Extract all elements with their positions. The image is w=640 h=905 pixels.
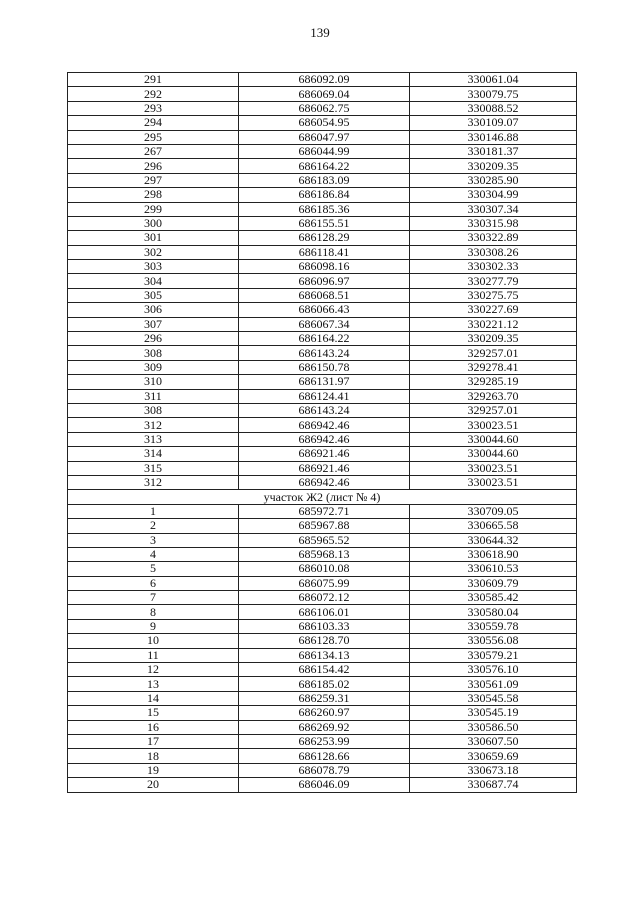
y-coordinate-cell: 330687.74 <box>410 778 577 792</box>
y-coordinate-cell: 330181.37 <box>410 144 577 158</box>
x-coordinate-cell: 686150.78 <box>239 360 410 374</box>
table-row <box>68 375 577 389</box>
y-coordinate-cell: 330277.79 <box>410 274 577 288</box>
y-coordinate-cell: 330315.98 <box>410 216 577 230</box>
y-coordinate-cell: 330610.53 <box>410 562 577 576</box>
x-coordinate-cell: 686092.09 <box>239 73 410 87</box>
point-number-cell: 308 <box>68 403 239 417</box>
point-number-cell: 298 <box>68 188 239 202</box>
point-number-cell: 18 <box>68 749 239 763</box>
point-number-cell: 19 <box>68 763 239 777</box>
x-coordinate-cell: 686096.97 <box>239 274 410 288</box>
point-number-cell: 313 <box>68 432 239 446</box>
y-coordinate-cell: 330044.60 <box>410 447 577 461</box>
table-row <box>68 288 577 302</box>
x-coordinate-cell: 686075.99 <box>239 576 410 590</box>
table-row <box>68 591 577 605</box>
point-number-cell: 11 <box>68 648 239 662</box>
section-header-body <box>68 490 577 504</box>
y-coordinate-cell: 330659.69 <box>410 749 577 763</box>
x-coordinate-cell: 686078.79 <box>239 763 410 777</box>
point-number-cell: 5 <box>68 562 239 576</box>
x-coordinate-cell: 685965.52 <box>239 533 410 547</box>
table-row <box>68 173 577 187</box>
table-row <box>68 605 577 619</box>
point-number-cell: 9 <box>68 619 239 633</box>
table-row <box>68 547 577 561</box>
x-coordinate-cell: 685967.88 <box>239 519 410 533</box>
table-row <box>68 734 577 748</box>
x-coordinate-cell: 685972.71 <box>239 504 410 518</box>
y-coordinate-cell: 330302.33 <box>410 260 577 274</box>
table-row <box>68 763 577 777</box>
table-row <box>68 533 577 547</box>
y-coordinate-cell: 330709.05 <box>410 504 577 518</box>
table-row <box>68 389 577 403</box>
x-coordinate-cell: 686128.29 <box>239 231 410 245</box>
point-number-cell: 296 <box>68 332 239 346</box>
table-row <box>68 432 577 446</box>
y-coordinate-cell: 329257.01 <box>410 346 577 360</box>
table-row <box>68 691 577 705</box>
y-coordinate-cell: 330088.52 <box>410 101 577 115</box>
point-number-cell: 307 <box>68 317 239 331</box>
y-coordinate-cell: 330561.09 <box>410 677 577 691</box>
x-coordinate-cell: 686186.84 <box>239 188 410 202</box>
x-coordinate-cell: 686183.09 <box>239 173 410 187</box>
table-row <box>68 447 577 461</box>
x-coordinate-cell: 686921.46 <box>239 461 410 475</box>
table-row <box>68 778 577 792</box>
point-number-cell: 299 <box>68 202 239 216</box>
x-coordinate-cell: 686067.34 <box>239 317 410 331</box>
x-coordinate-cell: 686143.24 <box>239 403 410 417</box>
y-coordinate-cell: 330227.69 <box>410 303 577 317</box>
x-coordinate-cell: 686054.95 <box>239 116 410 130</box>
x-coordinate-cell: 686062.75 <box>239 101 410 115</box>
x-coordinate-cell: 686942.46 <box>239 432 410 446</box>
table-row <box>68 418 577 432</box>
x-coordinate-cell: 686154.42 <box>239 663 410 677</box>
point-number-cell: 292 <box>68 87 239 101</box>
point-number-cell: 13 <box>68 677 239 691</box>
x-coordinate-cell: 686044.99 <box>239 144 410 158</box>
point-number-cell: 302 <box>68 245 239 259</box>
table-row <box>68 317 577 331</box>
y-coordinate-cell: 330322.89 <box>410 231 577 245</box>
x-coordinate-cell: 686269.92 <box>239 720 410 734</box>
table-row <box>68 346 577 360</box>
table-row <box>68 303 577 317</box>
point-number-cell: 311 <box>68 389 239 403</box>
table-row <box>68 202 577 216</box>
y-coordinate-cell: 329257.01 <box>410 403 577 417</box>
y-coordinate-cell: 330559.78 <box>410 619 577 633</box>
y-coordinate-cell: 330109.07 <box>410 116 577 130</box>
table-row <box>68 216 577 230</box>
x-coordinate-cell: 686118.41 <box>239 245 410 259</box>
point-number-cell: 310 <box>68 375 239 389</box>
table-row <box>68 677 577 691</box>
y-coordinate-cell: 330576.10 <box>410 663 577 677</box>
x-coordinate-cell: 686134.13 <box>239 648 410 662</box>
y-coordinate-cell: 330061.04 <box>410 73 577 87</box>
y-coordinate-cell: 330673.18 <box>410 763 577 777</box>
point-number-cell: 308 <box>68 346 239 360</box>
table-row <box>68 648 577 662</box>
x-coordinate-cell: 686921.46 <box>239 447 410 461</box>
point-number-cell: 300 <box>68 216 239 230</box>
y-coordinate-cell: 330545.58 <box>410 691 577 705</box>
y-coordinate-cell: 329263.70 <box>410 389 577 403</box>
y-coordinate-cell: 330586.50 <box>410 720 577 734</box>
point-number-cell: 295 <box>68 130 239 144</box>
point-number-cell: 14 <box>68 691 239 705</box>
x-coordinate-cell: 686185.02 <box>239 677 410 691</box>
x-coordinate-cell: 686106.01 <box>239 605 410 619</box>
point-number-cell: 315 <box>68 461 239 475</box>
x-coordinate-cell: 686066.43 <box>239 303 410 317</box>
y-coordinate-cell: 330644.32 <box>410 533 577 547</box>
table-row <box>68 231 577 245</box>
x-coordinate-cell: 686155.51 <box>239 216 410 230</box>
table-row <box>68 260 577 274</box>
point-number-cell: 15 <box>68 706 239 720</box>
y-coordinate-cell: 329285.19 <box>410 375 577 389</box>
table-row <box>68 73 577 87</box>
y-coordinate-cell: 330044.60 <box>410 432 577 446</box>
x-coordinate-cell: 686069.04 <box>239 87 410 101</box>
table-row <box>68 562 577 576</box>
x-coordinate-cell: 686098.16 <box>239 260 410 274</box>
y-coordinate-cell: 330304.99 <box>410 188 577 202</box>
y-coordinate-cell: 330308.26 <box>410 245 577 259</box>
y-coordinate-cell: 330585.42 <box>410 591 577 605</box>
table-row <box>68 144 577 158</box>
point-number-cell: 296 <box>68 159 239 173</box>
table-row <box>68 720 577 734</box>
point-number-cell: 306 <box>68 303 239 317</box>
point-number-cell: 8 <box>68 605 239 619</box>
point-number-cell: 293 <box>68 101 239 115</box>
table-body-after <box>68 504 577 792</box>
point-number-cell: 291 <box>68 73 239 87</box>
coordinates-table <box>67 72 577 793</box>
table-body-before <box>68 73 577 490</box>
table-row <box>68 101 577 115</box>
y-coordinate-cell: 330307.34 <box>410 202 577 216</box>
point-number-cell: 12 <box>68 663 239 677</box>
y-coordinate-cell: 330545.19 <box>410 706 577 720</box>
y-coordinate-cell: 330607.50 <box>410 734 577 748</box>
point-number-cell: 7 <box>68 591 239 605</box>
table-row <box>68 332 577 346</box>
table-row <box>68 519 577 533</box>
table-row <box>68 663 577 677</box>
y-coordinate-cell: 330556.08 <box>410 634 577 648</box>
table-row <box>68 188 577 202</box>
x-coordinate-cell: 686072.12 <box>239 591 410 605</box>
y-coordinate-cell: 329278.41 <box>410 360 577 374</box>
point-number-cell: 301 <box>68 231 239 245</box>
point-number-cell: 309 <box>68 360 239 374</box>
y-coordinate-cell: 330579.21 <box>410 648 577 662</box>
table-row <box>68 504 577 518</box>
table-row <box>68 461 577 475</box>
table-row <box>68 634 577 648</box>
table-row <box>68 245 577 259</box>
x-coordinate-cell: 686046.09 <box>239 778 410 792</box>
y-coordinate-cell: 330285.90 <box>410 173 577 187</box>
y-coordinate-cell: 330023.51 <box>410 461 577 475</box>
table-row <box>68 475 577 489</box>
y-coordinate-cell: 330023.51 <box>410 475 577 489</box>
point-number-cell: 17 <box>68 734 239 748</box>
x-coordinate-cell: 686164.22 <box>239 159 410 173</box>
x-coordinate-cell: 686185.36 <box>239 202 410 216</box>
table-row <box>68 749 577 763</box>
table-row <box>68 116 577 130</box>
y-coordinate-cell: 330275.75 <box>410 288 577 302</box>
table-row <box>68 619 577 633</box>
point-number-cell: 312 <box>68 475 239 489</box>
y-coordinate-cell: 330209.35 <box>410 159 577 173</box>
table-row <box>68 130 577 144</box>
section-title: участок Ж2 (лист № 4) <box>68 490 577 504</box>
table-row <box>68 274 577 288</box>
point-number-cell: 16 <box>68 720 239 734</box>
x-coordinate-cell: 686131.97 <box>239 375 410 389</box>
point-number-cell: 314 <box>68 447 239 461</box>
table-row <box>68 706 577 720</box>
x-coordinate-cell: 686942.46 <box>239 418 410 432</box>
y-coordinate-cell: 330209.35 <box>410 332 577 346</box>
point-number-cell: 20 <box>68 778 239 792</box>
point-number-cell: 1 <box>68 504 239 518</box>
point-number-cell: 6 <box>68 576 239 590</box>
x-coordinate-cell: 686103.33 <box>239 619 410 633</box>
y-coordinate-cell: 330023.51 <box>410 418 577 432</box>
table-row <box>68 403 577 417</box>
x-coordinate-cell: 686047.97 <box>239 130 410 144</box>
x-coordinate-cell: 686260.97 <box>239 706 410 720</box>
x-coordinate-cell: 685968.13 <box>239 547 410 561</box>
table-row <box>68 159 577 173</box>
y-coordinate-cell: 330609.79 <box>410 576 577 590</box>
x-coordinate-cell: 686124.41 <box>239 389 410 403</box>
point-number-cell: 312 <box>68 418 239 432</box>
table-row <box>68 360 577 374</box>
section-header-row <box>68 490 577 504</box>
y-coordinate-cell: 330665.58 <box>410 519 577 533</box>
x-coordinate-cell: 686068.51 <box>239 288 410 302</box>
y-coordinate-cell: 330079.75 <box>410 87 577 101</box>
point-number-cell: 3 <box>68 533 239 547</box>
x-coordinate-cell: 686253.99 <box>239 734 410 748</box>
point-number-cell: 297 <box>68 173 239 187</box>
y-coordinate-cell: 330580.04 <box>410 605 577 619</box>
point-number-cell: 267 <box>68 144 239 158</box>
x-coordinate-cell: 686128.70 <box>239 634 410 648</box>
x-coordinate-cell: 686164.22 <box>239 332 410 346</box>
point-number-cell: 10 <box>68 634 239 648</box>
y-coordinate-cell: 330221.12 <box>410 317 577 331</box>
point-number-cell: 294 <box>68 116 239 130</box>
point-number-cell: 303 <box>68 260 239 274</box>
y-coordinate-cell: 330146.88 <box>410 130 577 144</box>
x-coordinate-cell: 686143.24 <box>239 346 410 360</box>
table-row <box>68 576 577 590</box>
x-coordinate-cell: 686010.08 <box>239 562 410 576</box>
page-number: 139 <box>310 25 330 40</box>
x-coordinate-cell: 686128.66 <box>239 749 410 763</box>
point-number-cell: 305 <box>68 288 239 302</box>
point-number-cell: 304 <box>68 274 239 288</box>
y-coordinate-cell: 330618.90 <box>410 547 577 561</box>
x-coordinate-cell: 686942.46 <box>239 475 410 489</box>
point-number-cell: 2 <box>68 519 239 533</box>
x-coordinate-cell: 686259.31 <box>239 691 410 705</box>
table-row <box>68 87 577 101</box>
point-number-cell: 4 <box>68 547 239 561</box>
